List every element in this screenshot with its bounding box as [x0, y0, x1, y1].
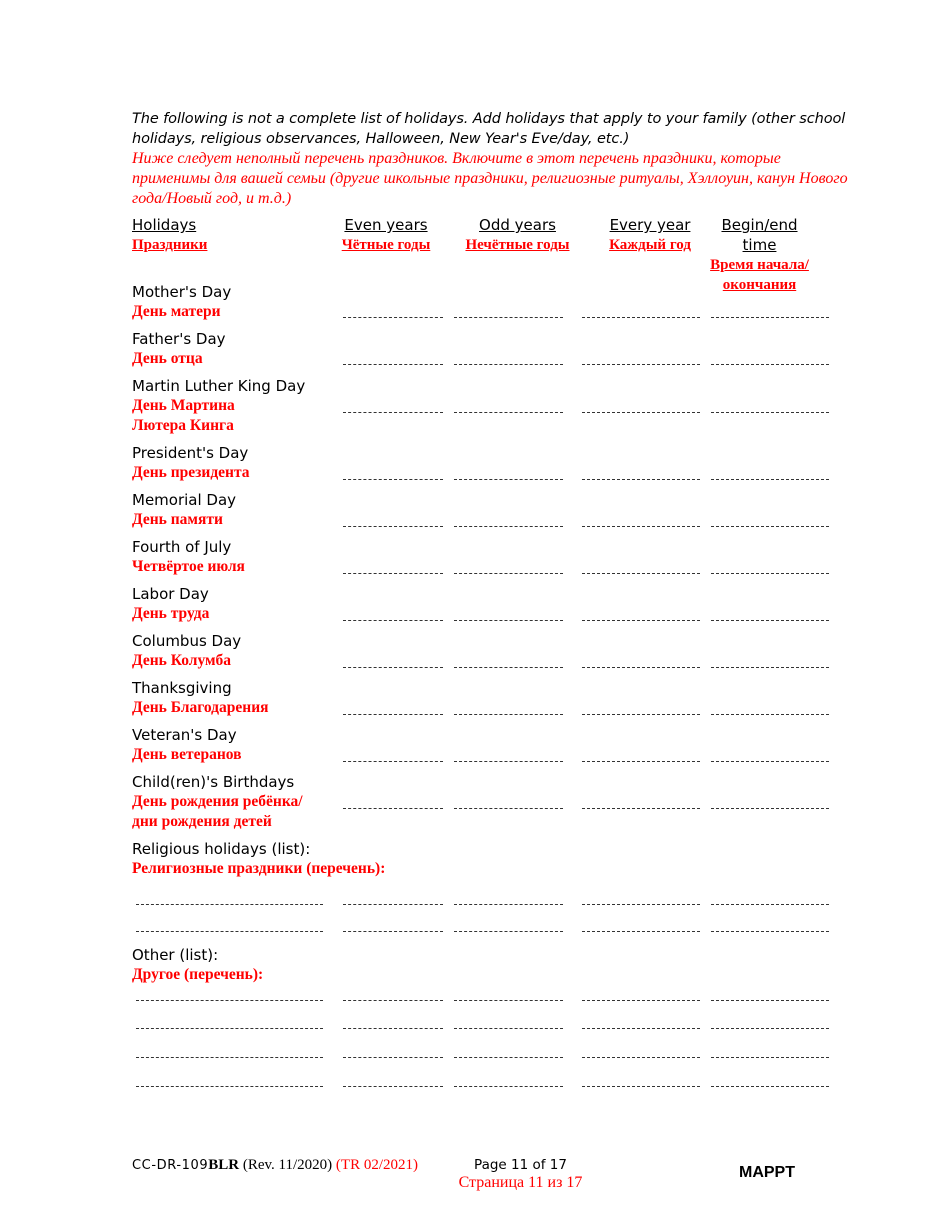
blank-fill-line[interactable] — [711, 1086, 829, 1087]
blank-fill-line[interactable] — [343, 573, 443, 574]
holiday-row — [132, 584, 209, 624]
blank-fill-line[interactable] — [454, 761, 563, 762]
blank-fill-line[interactable] — [343, 317, 443, 318]
holiday-name-en: Martin Luther King Day — [132, 377, 306, 395]
holiday-name-ru: День памяти — [132, 511, 223, 528]
blank-fill-line[interactable] — [343, 1028, 443, 1029]
blank-fill-line[interactable] — [454, 714, 563, 715]
form-revision: (Rev. 11/2020) — [239, 1157, 336, 1173]
blank-fill-line[interactable] — [136, 931, 323, 932]
holiday-name-en: Child(ren)'s Birthdays — [132, 773, 295, 791]
form-code-suffix: BLR — [208, 1157, 240, 1173]
blank-fill-line[interactable] — [343, 1086, 443, 1087]
header-holidays-ru: Праздники — [132, 237, 208, 253]
holiday-name-en: Labor Day — [132, 585, 209, 603]
blank-fill-line[interactable] — [582, 573, 700, 574]
blank-fill-line[interactable] — [343, 667, 443, 668]
holiday-name-ru: День президента — [132, 464, 250, 481]
blank-fill-line[interactable] — [711, 620, 829, 621]
blank-fill-line[interactable] — [711, 479, 829, 480]
blank-fill-line[interactable] — [711, 714, 829, 715]
blank-fill-line[interactable] — [136, 1028, 323, 1029]
header-even-years-ru: Чётные годы — [341, 237, 431, 253]
blank-fill-line[interactable] — [136, 1000, 323, 1001]
blank-fill-line[interactable] — [711, 364, 829, 365]
holiday-name-ru: День рождения ребёнка/ дни рождения детей — [132, 793, 303, 830]
blank-fill-line[interactable] — [454, 479, 563, 480]
holiday-name-en: Mother's Day — [132, 283, 232, 301]
blank-fill-line[interactable] — [582, 1000, 700, 1001]
holiday-row — [132, 376, 305, 436]
blank-fill-line[interactable] — [711, 931, 829, 932]
header-every-year — [599, 215, 701, 255]
blank-fill-line[interactable] — [343, 808, 443, 809]
blank-fill-line[interactable] — [582, 808, 700, 809]
header-begin-end-ru: Время начала/ окончания — [710, 257, 809, 293]
blank-fill-line[interactable] — [343, 412, 443, 413]
holiday-name-ru: День Мартина Лютера Кинга — [132, 397, 235, 434]
holiday-name-ru: День ветеранов — [132, 746, 242, 763]
blank-fill-line[interactable] — [343, 1000, 443, 1001]
blank-fill-line[interactable] — [136, 904, 323, 905]
holiday-row — [132, 443, 250, 483]
holiday-name-ru: День отца — [132, 350, 203, 367]
holiday-name-ru: День Колумба — [132, 652, 232, 669]
holiday-name-ru: Четвёртое июля — [132, 558, 245, 575]
blank-fill-line[interactable] — [454, 620, 563, 621]
blank-fill-line[interactable] — [343, 904, 443, 905]
other-label-ru: Другое (перечень): — [132, 966, 264, 983]
other-label-en: Other (list): — [132, 946, 219, 964]
blank-fill-line[interactable] — [454, 364, 563, 365]
blank-fill-line[interactable] — [582, 412, 700, 413]
intro-english: The following is not a complete list of holidays. Add holidays that apply to your family (other school holidays, religious observances, Halloween, New Year's Eve/day, etc.) — [132, 111, 846, 147]
blank-fill-line[interactable] — [454, 412, 563, 413]
translation-revision: (TR 02/2021) — [335, 1157, 418, 1173]
blank-fill-line[interactable] — [711, 1000, 829, 1001]
holiday-name-en: Veteran's Day — [132, 726, 237, 744]
blank-fill-line[interactable] — [454, 667, 563, 668]
header-odd-years — [455, 215, 580, 255]
holiday-row — [132, 282, 231, 322]
holiday-row — [132, 490, 236, 530]
blank-fill-line[interactable] — [582, 1028, 700, 1029]
header-begin-end-time — [703, 215, 816, 295]
blank-fill-line[interactable] — [343, 761, 443, 762]
religious-label-ru: Религиозные праздники (перечень): — [132, 860, 386, 877]
holiday-name-en: Father's Day — [132, 330, 226, 348]
header-begin-end-en: Begin/end time — [721, 216, 798, 254]
holiday-row — [132, 329, 226, 369]
blank-fill-line[interactable] — [454, 526, 563, 527]
blank-fill-line[interactable] — [711, 667, 829, 668]
intro-russian: Ниже следует неполный перечень праздников. Включите в этот перечень праздники, которые применимы для вашей семьи (другие школьные праздники, религиозные ритуалы, Хэллоуин, канун Нового года/Новый год, и т.д.) — [132, 150, 848, 207]
holiday-name-en: Thanksgiving — [132, 679, 232, 697]
blank-fill-line[interactable] — [454, 904, 563, 905]
header-every-year-en: Every year — [609, 216, 691, 234]
blank-fill-line[interactable] — [711, 317, 829, 318]
blank-fill-line[interactable] — [343, 620, 443, 621]
blank-fill-line[interactable] — [711, 573, 829, 574]
holiday-name-en: President's Day — [132, 444, 249, 462]
header-odd-years-en: Odd years — [479, 216, 556, 234]
holiday-name-en: Fourth of July — [132, 538, 232, 556]
blank-fill-line[interactable] — [582, 904, 700, 905]
blank-fill-line[interactable] — [454, 1000, 563, 1001]
blank-fill-line[interactable] — [454, 931, 563, 932]
blank-fill-line[interactable] — [454, 1028, 563, 1029]
holiday-name-ru: День Благодарения — [132, 699, 269, 716]
blank-fill-line[interactable] — [711, 1057, 829, 1058]
religious-label-en: Religious holidays (list): — [132, 840, 311, 858]
blank-fill-line[interactable] — [711, 526, 829, 527]
holiday-row — [132, 725, 242, 765]
blank-fill-line[interactable] — [582, 317, 700, 318]
header-even-years-en: Even years — [344, 216, 428, 234]
blank-fill-line[interactable] — [343, 364, 443, 365]
header-odd-years-ru: Нечётные годы — [465, 237, 570, 253]
header-even-years — [333, 215, 439, 255]
page-number-en: Page 11 of 17 — [474, 1157, 567, 1173]
holiday-row — [132, 772, 332, 832]
blank-fill-line[interactable] — [454, 1057, 563, 1058]
blank-fill-line[interactable] — [582, 931, 700, 932]
blank-fill-line[interactable] — [454, 573, 563, 574]
page-number-ru: Страница 11 из 17 — [458, 1174, 583, 1191]
religious-holidays-section — [132, 839, 385, 879]
holiday-name-en: Columbus Day — [132, 632, 242, 650]
blank-fill-line[interactable] — [582, 364, 700, 365]
holiday-row — [132, 631, 241, 671]
form-code — [132, 1156, 418, 1175]
blank-fill-line[interactable] — [582, 526, 700, 527]
form-tag-mappt: MAPPT — [739, 1164, 795, 1181]
blank-fill-line[interactable] — [582, 479, 700, 480]
form-code-prefix: CC-DR-109 — [132, 1158, 209, 1173]
blank-fill-line[interactable] — [582, 714, 700, 715]
blank-fill-line[interactable] — [343, 714, 443, 715]
blank-fill-line[interactable] — [454, 317, 563, 318]
blank-fill-line[interactable] — [343, 526, 443, 527]
blank-fill-line[interactable] — [711, 761, 829, 762]
blank-fill-line[interactable] — [582, 1057, 700, 1058]
header-every-year-ru: Каждый год — [609, 237, 691, 253]
page-number — [453, 1156, 588, 1192]
blank-fill-line[interactable] — [136, 1057, 323, 1058]
blank-fill-line[interactable] — [582, 761, 700, 762]
other-section — [132, 945, 263, 985]
blank-fill-line[interactable] — [711, 1028, 829, 1029]
blank-fill-line[interactable] — [711, 412, 829, 413]
blank-fill-line[interactable] — [343, 479, 443, 480]
blank-fill-line[interactable] — [454, 1086, 563, 1087]
header-holidays-en: Holidays — [132, 216, 197, 234]
blank-fill-line[interactable] — [343, 931, 443, 932]
blank-fill-line[interactable] — [343, 1057, 443, 1058]
holiday-row — [132, 678, 269, 718]
holiday-row — [132, 537, 245, 577]
blank-fill-line[interactable] — [136, 1086, 323, 1087]
header-holidays — [132, 215, 207, 255]
blank-fill-line[interactable] — [711, 904, 829, 905]
blank-fill-line[interactable] — [582, 620, 700, 621]
intro-note — [132, 109, 852, 209]
holiday-name-en: Memorial Day — [132, 491, 237, 509]
blank-fill-line[interactable] — [582, 1086, 700, 1087]
holiday-name-ru: День труда — [132, 605, 210, 622]
blank-fill-line[interactable] — [454, 808, 563, 809]
blank-fill-line[interactable] — [711, 808, 829, 809]
holiday-name-ru: День матери — [132, 303, 221, 320]
blank-fill-line[interactable] — [582, 667, 700, 668]
